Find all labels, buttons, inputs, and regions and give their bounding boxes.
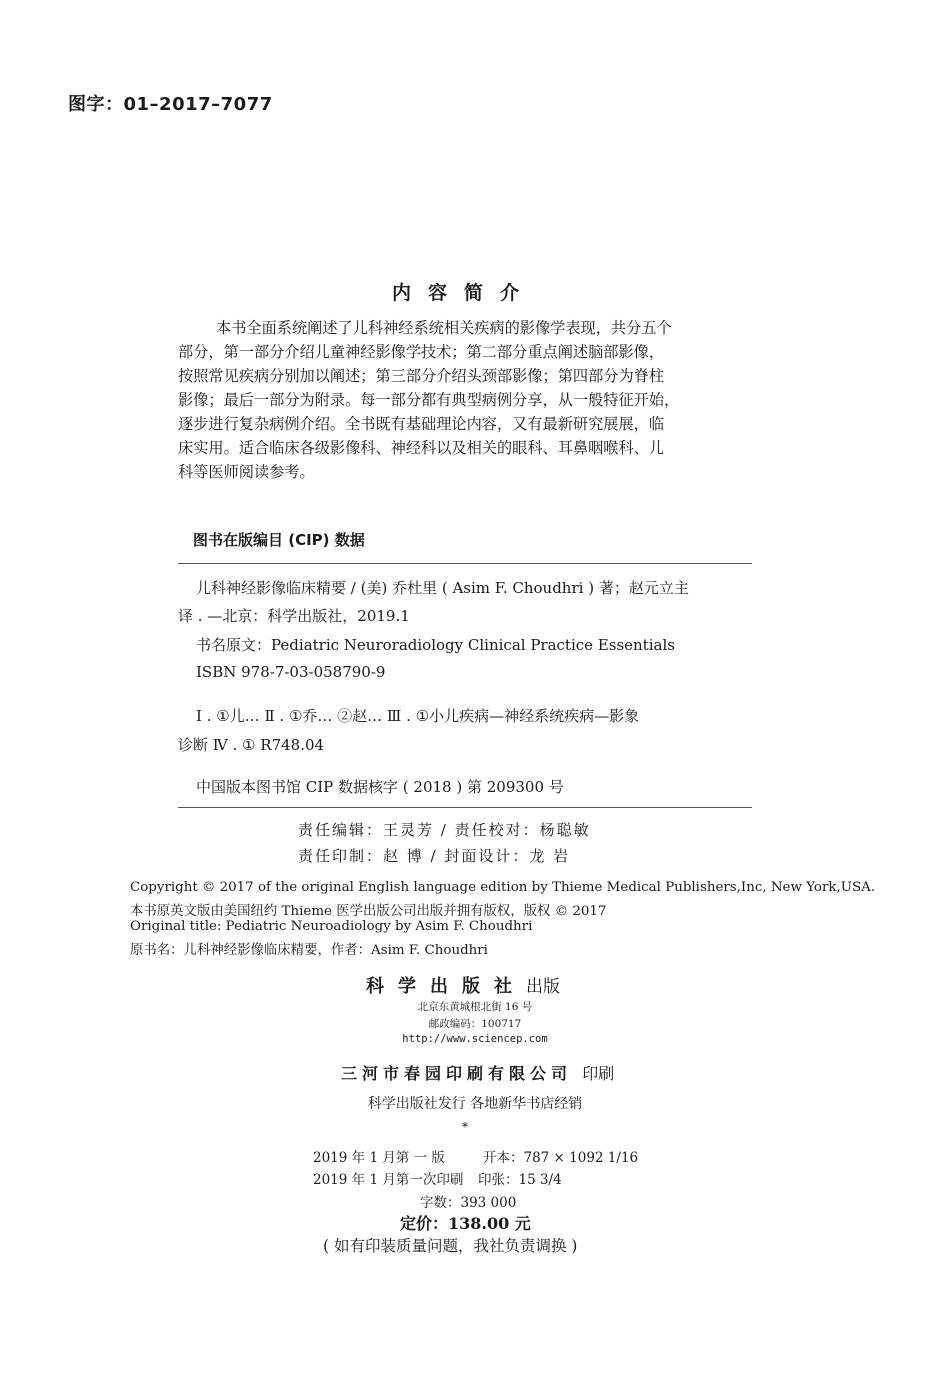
word-count: 字数：393 000 <box>420 1195 517 1211</box>
cip-original-title: 书名原文：Pediatric Neuroradiology Clinical Practice Essentials <box>196 636 675 654</box>
copyright-statement: Copyright © 2017 of the original English language edition by Thieme Medical Publishers,Inc, New York,USA. <box>130 880 876 895</box>
summary-line: 科等医师阅读参考。 <box>178 463 315 481</box>
original-title: Original title: Pediatric Neuroadiology by Asim F. Choudhri <box>130 919 533 934</box>
book-format: 开本：787 × 1092 1/16 <box>483 1150 639 1166</box>
printing-date: 2019 年 1 月第一次印刷 <box>313 1172 464 1188</box>
publisher-address: 北京东黄城根北街 16 号 <box>417 1001 533 1013</box>
summary-line: 床实用。适合临床各级影像科、神经科以及相关的眼科、耳鼻咽喉科、儿 <box>178 439 664 457</box>
cip-isbn: ISBN 978-7-03-058790-9 <box>196 663 386 681</box>
summary-line: 按照常见疾病分别加以阐述；第三部分介绍头颈部影像；第四部分为脊柱 <box>178 367 664 385</box>
original-title-zh: 原书名：儿科神经影像临床精要，作者：Asim F. Choudhri <box>130 943 488 958</box>
cip-classification-line: Ⅰ . ①儿… Ⅱ . ①乔… ②赵… Ⅲ . ①小儿疾病—神经系统疾病—影象 <box>196 707 640 725</box>
price: 定价：138.00 元 <box>400 1214 531 1233</box>
staff-editors: 责任编辑：王灵芳 / 责任校对：杨聪敏 <box>298 821 591 839</box>
distribution-line: 科学出版社发行 各地新华书店经销 <box>367 1096 583 1112</box>
divider <box>178 563 752 564</box>
summary-line: 部分，第一部分介绍儿童神经影像学技术；第二部分重点阐述脑部影像， <box>178 343 664 361</box>
summary-heading: 内容简介 <box>392 282 537 304</box>
separator-asterisk: * <box>462 1120 468 1134</box>
cip-heading: 图书在版编目 (CIP) 数据 <box>193 531 365 549</box>
printing-line <box>313 1168 562 1188</box>
publisher-suffix: 出版 <box>526 977 560 997</box>
publisher-line <box>366 972 560 998</box>
divider <box>178 807 752 808</box>
publisher-postcode: 邮政编码：100717 <box>428 1018 522 1030</box>
edition-date: 2019 年 1 月第 一 版 <box>313 1150 445 1166</box>
staff-production: 责任印制：赵 博 / 封面设计：龙 岩 <box>298 847 571 865</box>
quality-notice: ( 如有印装质量问题，我社负责调换 ) <box>323 1237 578 1255</box>
printer-suffix: 印刷 <box>582 1064 615 1083</box>
summary-line: 逐步进行复杂病例介绍。全书既有基础理论内容，又有最新研究展展，临 <box>178 415 664 433</box>
printer-name: 三河市春园印刷有限公司 <box>341 1064 573 1083</box>
cip-check-number: 中国版本图书馆 CIP 数据核字 ( 2018 ) 第 209300 号 <box>196 778 564 796</box>
printer-line <box>341 1061 614 1084</box>
publisher-url: http://www.sciencep.com <box>402 1033 548 1045</box>
copyright-statement-zh: 本书原英文版由美国纽约 Thieme 医学出版公司出版并拥有版权，版权 © 2017 <box>130 904 607 919</box>
summary-line: 影像；最后一部分为附录。每一部分都有典型病例分享，从一般特征开始， <box>178 391 680 409</box>
edition-line <box>313 1146 638 1166</box>
print-sheets: 印张：15 3/4 <box>478 1172 562 1188</box>
cip-classification-line: 诊断 Ⅳ . ① R748.04 <box>178 736 325 754</box>
summary-line: 本书全面系统阐述了儿科神经系统相关疾病的影像学表现，共分五个 <box>216 319 672 337</box>
cip-title-line: 儿科神经影像临床精要 / (美) 乔杜里 ( Asim F. Choudhri ) 著；赵元立主 <box>196 579 689 597</box>
publisher-name: 科学出版社 <box>366 976 526 997</box>
cip-publication-line: 译 . —北京：科学出版社，2019.1 <box>178 607 410 625</box>
summary-text <box>178 316 754 484</box>
copyright-registration-number: 图字：01–2017–7077 <box>68 94 273 115</box>
